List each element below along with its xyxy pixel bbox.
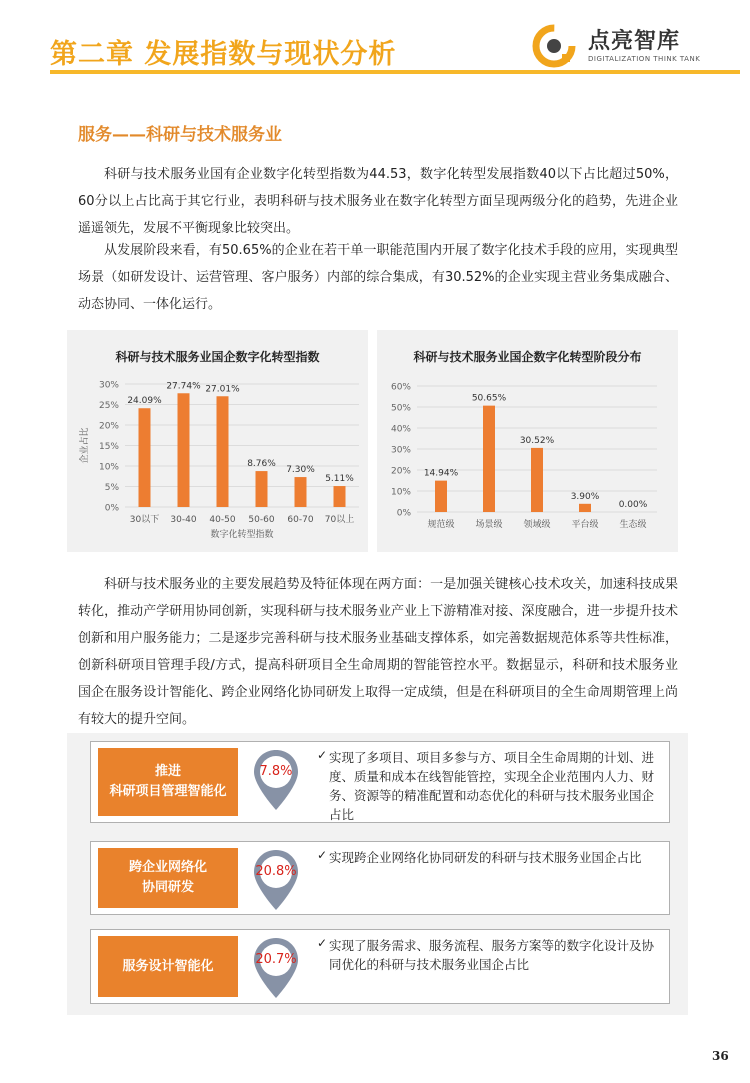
page-number: 36 bbox=[712, 1049, 729, 1063]
paragraph-2: 从发展阶段来看，有50.65%的企业在若干单一职能范围内开展了数字化技术手段的应用，实现典型场景（如研发设计、运营管理、客户服务）内部的综合集成，有30.52%的企业实现主营业务集成融合、动态协同、一体化运行。 bbox=[78, 243, 678, 312]
chart-title: 科研与技术服务业国企数字化转型阶段分布 bbox=[413, 350, 642, 364]
indicator-label bbox=[98, 936, 238, 997]
x-tick-label: 70以上 bbox=[324, 515, 355, 525]
bar bbox=[334, 486, 346, 507]
bar bbox=[139, 408, 151, 507]
section-title: 服务——科研与技术服务业 bbox=[78, 125, 282, 145]
indicator-description: 实现了多项目、项目多参与方、项目全生命周期的计划、进度、质量和成本在线智能管控，实现全企业范围内人力、财务、资源等的精准配置和动态优化的科研与技术服务业国企占比 bbox=[329, 750, 655, 822]
indicator-description: 实现了服务需求、服务流程、服务方案等的数字化设计及协同优化的科研与技术服务业国企占比 bbox=[329, 938, 655, 972]
indicator-value: 20.8% bbox=[255, 864, 297, 879]
data-label: 27.74% bbox=[166, 381, 201, 392]
logo-subtitle: DIGITALIZATION THINK TANK bbox=[588, 55, 701, 63]
x-tick-label: 规范级 bbox=[427, 520, 455, 530]
paragraph-1: 科研与技术服务业国有企业数字化转型指数为44.53，数字化转型发展指数40以下占比超过50%，60分以上占比高于其它行业，表明科研与技术服务业在数字化转型方面呈现两级分化的趋势，先进企业遥遥领先，发展不平衡现象比较突出。 bbox=[78, 167, 678, 236]
indicator-label-text: 服务设计智能化 bbox=[122, 958, 214, 974]
data-label: 5.11% bbox=[325, 474, 354, 485]
data-label: 3.90% bbox=[570, 491, 600, 502]
data-label: 0.00% bbox=[618, 500, 648, 510]
y-tick-label: 30% bbox=[98, 380, 119, 391]
indicator-row bbox=[90, 741, 670, 823]
x-tick-label: 场景级 bbox=[475, 520, 503, 530]
data-label: 24.09% bbox=[127, 396, 162, 407]
paragraph-3: 科研与技术服务业的主要发展趋势及特征体现在两方面：一是加强关键核心技术攻关，加速科技成果转化，推动产学研用协同创新，实现科研与技术服务业产业上下游精准对接、深度融合，进一步提升技术创新和用户服务能力；二是逐步完善科研与技术服务业基础支撑体系，如完善数据规范体系等共性标准，创新科研项目管理手段/方式，提高科研项目全生命周期的智能管控水平。数据显示，科研和技术服务业国企在服务设计智能化、跨企业网络化协同研发上取得一定成绩，但是在科研项目的全生命周期管理上尚有较大的提升空间。 bbox=[78, 577, 678, 727]
y-tick-label: 50% bbox=[390, 403, 411, 414]
y-tick-label: 10% bbox=[390, 487, 411, 498]
x-tick-label: 40-50 bbox=[209, 515, 236, 525]
indicator-label bbox=[98, 748, 238, 816]
x-tick-label: 领域级 bbox=[523, 520, 551, 530]
x-tick-label: 50-60 bbox=[248, 515, 275, 525]
bar bbox=[435, 481, 447, 512]
indicator-row bbox=[90, 929, 670, 1004]
data-label: 7.30% bbox=[286, 465, 315, 476]
y-tick-label: 30% bbox=[390, 445, 411, 456]
indicator-label bbox=[98, 848, 238, 908]
indicator-label-text: 推进 科研项目管理智能化 bbox=[109, 764, 227, 799]
logo bbox=[532, 22, 742, 72]
bar bbox=[483, 406, 495, 512]
y-tick-label: 60% bbox=[390, 382, 411, 393]
indicator-label-text: 跨企业网络化 协同研发 bbox=[128, 860, 207, 895]
bar bbox=[295, 477, 307, 507]
y-tick-label: 0% bbox=[396, 508, 411, 519]
y-tick-label: 15% bbox=[98, 442, 119, 452]
bar bbox=[217, 396, 229, 507]
check-icon: ✓ bbox=[317, 748, 328, 762]
x-tick-label: 30以下 bbox=[129, 515, 160, 525]
x-tick-label: 生态级 bbox=[619, 520, 647, 530]
indicator-value: 7.8% bbox=[259, 764, 293, 779]
x-tick-label: 60-70 bbox=[287, 515, 314, 525]
bar bbox=[178, 393, 190, 507]
y-tick-label: 20% bbox=[390, 466, 411, 477]
location-pin-icon bbox=[251, 848, 301, 912]
x-tick-label: 30-40 bbox=[170, 515, 197, 525]
data-label: 27.01% bbox=[205, 384, 240, 395]
logo-mark-icon bbox=[532, 24, 576, 68]
check-icon: ✓ bbox=[317, 848, 328, 862]
y-tick-label: 25% bbox=[98, 401, 119, 411]
data-label: 50.65% bbox=[471, 393, 507, 404]
chart-stage-distribution bbox=[377, 330, 678, 552]
data-label: 14.94% bbox=[423, 468, 459, 479]
x-axis-title: 数字化转型指数 bbox=[210, 530, 274, 540]
location-pin-icon bbox=[251, 748, 301, 812]
indicator-description: 实现跨企业网络化协同研发的科研与技术服务业国企占比 bbox=[329, 850, 642, 865]
chapter-title: 第二章 发展指数与现状分析 bbox=[50, 39, 397, 70]
chart-title: 科研与技术服务业国企数字化转型指数 bbox=[115, 350, 320, 364]
indicator-value: 20.7% bbox=[255, 952, 297, 967]
y-tick-label: 0% bbox=[104, 503, 119, 514]
location-pin-icon bbox=[251, 936, 301, 1000]
y-tick-label: 20% bbox=[98, 421, 119, 432]
data-label: 8.76% bbox=[247, 459, 276, 470]
check-icon: ✓ bbox=[317, 936, 328, 950]
x-tick-label: 平台级 bbox=[571, 520, 599, 530]
chart-index-distribution bbox=[67, 330, 368, 552]
page-header bbox=[0, 0, 750, 80]
data-label: 30.52% bbox=[519, 435, 555, 446]
bar bbox=[256, 471, 268, 507]
indicator-row bbox=[90, 841, 670, 915]
y-axis-title: 企业占比 bbox=[80, 427, 90, 464]
bar bbox=[579, 504, 591, 512]
bar bbox=[531, 448, 543, 512]
y-tick-label: 10% bbox=[98, 462, 119, 473]
logo-name: 点亮智库 bbox=[588, 29, 681, 54]
y-tick-label: 40% bbox=[390, 424, 411, 435]
y-tick-label: 5% bbox=[104, 483, 119, 493]
